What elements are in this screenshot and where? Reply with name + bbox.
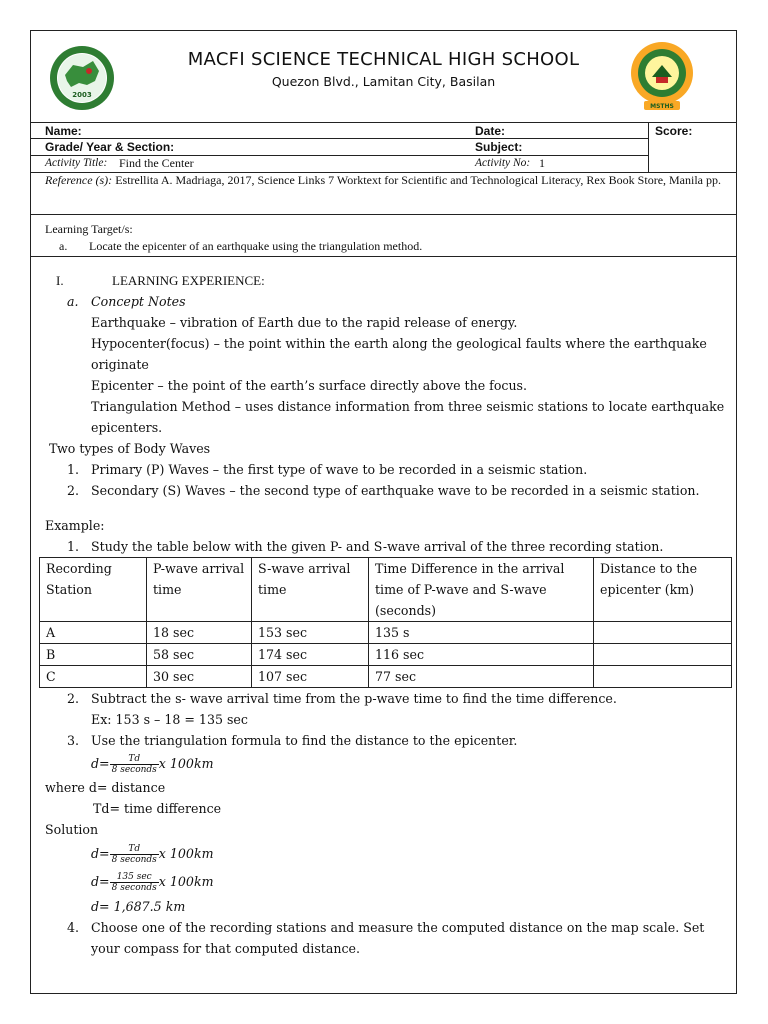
table-row: [40, 644, 732, 666]
worksheet: [30, 30, 737, 994]
example-step-2-ex: Ex: 153 s – 18 = 135 sec: [91, 712, 248, 727]
table-cell: B: [40, 644, 147, 666]
table-cell: [594, 644, 732, 666]
example-step-4: 4. Choose one of the recording stations and measure the computed distance on the map scale. Set your compass for that computed distance.: [67, 920, 705, 956]
reference: [45, 172, 730, 188]
activity-no-label: Activity No:: [475, 157, 531, 169]
activity-no-value: 1: [539, 156, 545, 170]
where-time-difference: Td= time difference: [93, 801, 222, 816]
formula: d= $\frac{Td}{\text{8 seconds}}$ x 100km: [91, 754, 214, 775]
name-label: Name:: [45, 124, 82, 138]
school-seal-right-icon: [630, 41, 694, 113]
seismic-table: [39, 557, 732, 688]
school-address: Quezon Blvd., Lamitan City, Basilan: [271, 74, 496, 89]
table-cell: 116 sec: [369, 644, 594, 666]
note-hypocenter: Hypocenter(focus) – the point within the earth along the geological faults where the earthquake originate: [91, 336, 707, 372]
example-step-3: 3. Use the triangulation formula to find the distance to the epicenter.: [67, 733, 518, 748]
activity-title-value: Find the Center: [119, 156, 194, 170]
reference-label: Reference (s):: [45, 173, 113, 187]
section-heading: I. LEARNING EXPERIENCE:: [56, 273, 265, 288]
school-name: MACFI SCIENCE TECHNICAL HIGH SCHOOL: [187, 49, 580, 70]
table-header-row: [40, 558, 732, 622]
table-header: Time Difference in the arrival time of P-wave and S-wave (seconds): [369, 558, 594, 622]
example-heading: Example:: [45, 518, 105, 533]
table-header: Distance to the epicenter (km): [594, 558, 732, 622]
table-cell: 174 sec: [252, 644, 369, 666]
body-wave-item: 2. Secondary (S) Waves – the second type of earthquake wave to be recorded in a seismic station.: [67, 483, 700, 498]
note-epicenter: Epicenter – the point of the earth’s surface directly above the focus.: [91, 378, 528, 393]
table-cell: 135 s: [369, 622, 594, 644]
grade-label: Grade/ Year & Section:: [45, 140, 175, 154]
solution-result: d= 1,687.5 km: [91, 899, 186, 914]
table-cell: A: [40, 622, 147, 644]
table-cell: 30 sec: [147, 666, 252, 688]
solution-step-1: d= $\frac{Td}{\text{8 seconds}}$ x 100km: [91, 844, 214, 865]
reference-text: Estrellita A. Madriaga, 2017, Science Links 7 Worktext for Scientific and Technological Literacy, Rex Book Store, Manila pp.: [115, 173, 722, 187]
table-cell: [594, 622, 732, 644]
score-label: Score:: [655, 124, 693, 138]
note-triangulation: Triangulation Method – uses distance information from three seismic stations to locate earthquake epicenters.: [91, 399, 725, 435]
body-wave-item: 1. Primary (P) Waves – the first type of wave to be recorded in a seismic station.: [67, 462, 588, 477]
solution-step-2: d= $\frac{135 \sec}{\text{8 seconds}}$ x 100km: [91, 872, 214, 893]
where-distance: where d= distance: [45, 780, 166, 795]
table-cell: 107 sec: [252, 666, 369, 688]
table-header: P-wave arrival time: [147, 558, 252, 622]
student-info-grid: [31, 122, 736, 172]
concept-notes-heading: a. Concept Notes: [67, 294, 186, 309]
learning-target-item: a. Locate the epicenter of an earthquake using the triangulation method.: [59, 239, 423, 253]
table-cell: 153 sec: [252, 622, 369, 644]
table-cell: C: [40, 666, 147, 688]
solution-label: Solution: [45, 822, 99, 837]
subject-label: Subject:: [475, 140, 523, 154]
table-row: [40, 622, 732, 644]
table-cell: 18 sec: [147, 622, 252, 644]
table-header: S-wave arrival time: [252, 558, 369, 622]
example-step-2: 2. Subtract the s- wave arrival time from the p-wave time to find the time difference.: [67, 691, 617, 706]
date-label: Date:: [475, 124, 506, 138]
table-row: [40, 666, 732, 688]
svg-text:2003: 2003: [72, 91, 92, 99]
learning-target: [45, 221, 730, 255]
example-step-1: 1. Study the table below with the given P- and S-wave arrival of the three recording station.: [67, 539, 664, 554]
table-cell: 58 sec: [147, 644, 252, 666]
note-earthquake: Earthquake – vibration of Earth due to the rapid release of energy.: [91, 315, 518, 330]
school-header: [31, 31, 736, 123]
table-cell: 77 sec: [369, 666, 594, 688]
table-header: Recording Station: [40, 558, 147, 622]
svg-text:MSTHS: MSTHS: [650, 103, 674, 110]
learning-experience: [45, 270, 730, 959]
learning-target-heading: Learning Target/s:: [45, 222, 133, 236]
body-waves-heading: Two types of Body Waves: [49, 441, 211, 456]
table-cell: [594, 666, 732, 688]
activity-title-label: Activity Title:: [45, 157, 108, 169]
